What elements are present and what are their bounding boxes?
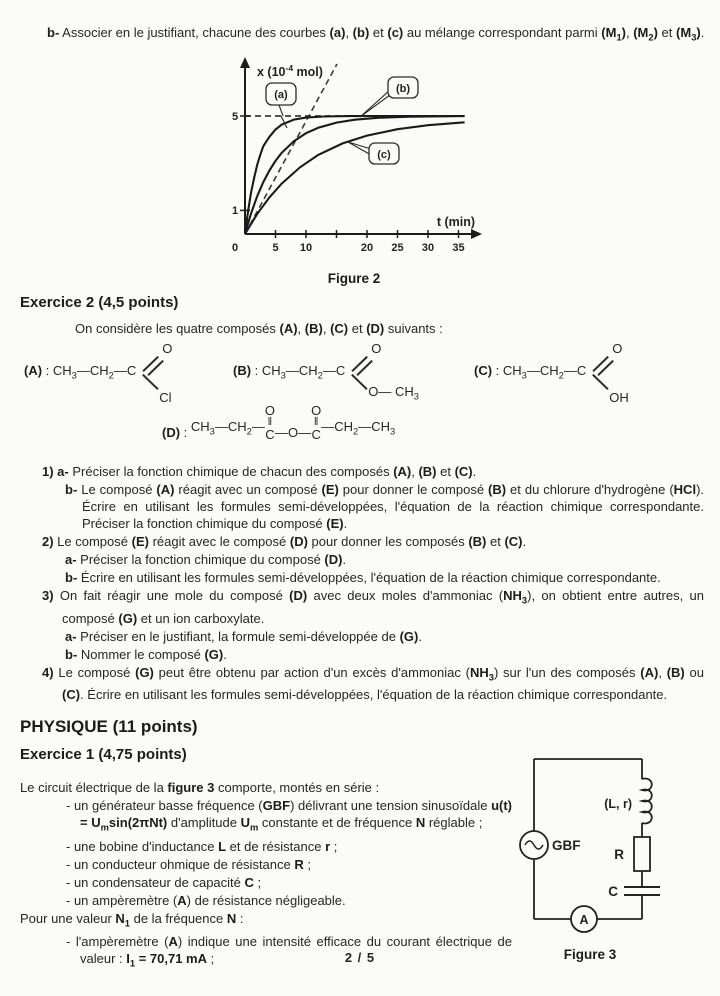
compound-d [162, 404, 395, 441]
coil-label: (L, r) [604, 797, 632, 811]
x-tick-label: 25 [391, 242, 404, 254]
y-tick-label: 1 [231, 205, 239, 217]
compound-a-formula: (A) : $CH_3—CH_2—C$ [24, 362, 137, 381]
curve-a [245, 116, 465, 234]
compound-c [474, 342, 642, 404]
compound-a [24, 342, 192, 404]
compound-d-carbonyl-2 [311, 404, 321, 441]
figure2-graph [225, 56, 483, 264]
compound-d-oxygen-1: O [264, 403, 275, 418]
x-tick-label: 5 [272, 242, 279, 254]
compound-b [233, 342, 437, 404]
compound-d-label: (D) : [162, 425, 191, 440]
double-bond-icon [352, 356, 368, 372]
compound-b-methoxy: O— $CH_3$ [368, 384, 419, 402]
question-2: 2) Le composé (E) réagit avec le composé (D) pour donner les composés (B) et (C). [42, 534, 527, 549]
resistor-icon [634, 837, 650, 871]
exercice1-title: Exercice 1 (4,75 points) [20, 746, 187, 763]
compound-c-acyl-group [586, 342, 642, 404]
capacitor-label: C [608, 884, 618, 899]
figure2-container [225, 56, 483, 287]
x-tick-label: 35 [452, 242, 465, 254]
compound-c-formula: (C) : $CH_3—CH_2—C$ [474, 362, 587, 381]
question-4: 4) Le composé (G) peut être obtenu par action d'un excès d'ammoniac $(NH_3)$ sur l'un des composés (A), (B) ou (C). Écrire en utilisant les formules semi-développées, l'équation de la réaction chimique correspondante. [42, 664, 704, 703]
compound-d-segment: —O— [274, 425, 312, 440]
generator-label: GBF [552, 838, 581, 853]
resistor-label: R [614, 847, 624, 862]
compound-d-carbon-1: C [265, 427, 275, 442]
callout-b-leader [360, 90, 390, 117]
question-1a: 1) a- Préciser la fonction chimique de chacun des composés (A), (B) et (C). [42, 464, 477, 479]
x-tick-label: 0 [231, 242, 239, 254]
curve-c-label: (c) [377, 149, 391, 161]
physique-text [20, 779, 512, 974]
callout-a-leader [279, 105, 283, 116]
single-bond-icon [352, 374, 368, 390]
question-3b: b- Nommer le composé (G). [65, 646, 227, 662]
circuit-item-resistor: - un conducteur ohmique de résistance R ; [66, 856, 311, 872]
figure3-circuit [512, 750, 712, 942]
compound-a-oxygen: O [162, 341, 173, 356]
circuit-intro: Le circuit électrique de la figure 3 comporte, montés en série : [20, 780, 380, 795]
callout-b-leader [360, 95, 390, 117]
circuit-item-ammeter: - un ampèremètre (A) de résistance négligeable. [66, 892, 346, 908]
frequency-statement: Pour une valeur $N_1$ de la fréquence N : [20, 910, 244, 929]
inductor-icon [642, 779, 652, 824]
physique-title: PHYSIQUE (11 points) [20, 717, 198, 736]
circuit-item-gbf: - un générateur basse fréquence (GBF) délivrant une tension sinusoïdale $u(t) = U_m\sin(2\pi Nt)$ d'amplitude $U_m$ constante et de fréquence N réglable ; [66, 798, 512, 833]
compound-c-hydroxyl: OH [609, 390, 629, 405]
compound-b-oxygen: O [371, 341, 382, 356]
double-bond-icon [593, 356, 609, 372]
capacitor-icon [624, 887, 660, 895]
x-tick-label: 10 [299, 242, 313, 254]
figure3-container [512, 750, 712, 963]
curve-c [245, 122, 465, 234]
compound-c-oxygen: O [612, 341, 623, 356]
compound-d-segment: $CH_3—CH_2—$ [190, 419, 265, 437]
x-tick-label: 30 [421, 242, 435, 254]
y-tick-label: 5 [231, 111, 239, 123]
question-2a: a- Préciser la fonction chimique du composé (D). [65, 552, 347, 567]
compound-d-carbon-2: C [311, 427, 321, 442]
x-axis-arrow [471, 229, 482, 239]
x-axis-label: t (min) [436, 215, 475, 229]
x-tick-label: 20 [360, 242, 374, 254]
current-statement: - l'ampèremètre (A) indique une intensité efficace du courant électrique de valeur : $I_1 = 70,71$ mA ; [66, 934, 512, 969]
exercice2-intro: On considère les quatre composés (A), (B), (C) et (D) suivants : [75, 321, 443, 336]
exercice2-questions [20, 463, 704, 704]
question-2b: b- Écrire en utilisant les formules semi-développées, l'équation de la réaction chimique correspondante. [65, 570, 661, 585]
y-axis-label: x ($10^{-4}$ mol) [257, 63, 323, 79]
double-bond-icon: ‖ [267, 416, 273, 428]
compound-d-oxygen-2: O [311, 403, 322, 418]
compound-b-acyl-group [345, 342, 437, 404]
compound-d-segment: $—CH_2—CH_3$ [321, 419, 396, 437]
compound-a-chlorine: Cl [159, 390, 172, 405]
single-bond-icon [143, 374, 159, 390]
exercice2-title: Exercice 2 (4,5 points) [20, 294, 179, 311]
compound-d-carbonyl-1 [265, 404, 275, 441]
double-bond-icon: ‖ [313, 416, 319, 428]
double-bond-icon [143, 356, 159, 372]
single-bond-icon [593, 374, 609, 390]
circuit-item-coil: - une bobine d'inductance L et de résistance r ; [66, 838, 338, 854]
curve-a-label: (a) [274, 89, 288, 101]
ammeter-label: A [579, 913, 589, 927]
curve-b [245, 116, 465, 234]
compound-a-acyl-group [136, 342, 192, 404]
question-1b: b- Le composé (A) réagit avec un composé (E) pour donner le composé (B) et du chlorure d'hydrogène (HCl). Écrire en utilisant les formules semi-développées, l'équation de la réaction chimique correspondante. Préciser la fonction chimique du composé (E). [65, 482, 705, 531]
question-b-text: b- Associer en le justifiant, chacune des courbes (a), (b) et (c) au mélange correspondant parmi $(M_1)$, $(M_2)$ et $(M_3)$. [47, 25, 705, 43]
question-3a: a- Préciser en le justifiant, la formule semi-développée de (G). [65, 628, 422, 644]
figure2-caption: Figure 2 [327, 271, 381, 286]
figure3-caption: Figure 3 [563, 947, 617, 962]
compound-b-formula: (B) : $CH_3—CH_2—C$ [233, 362, 346, 381]
question-3: 3) On fait réagir une mole du composé (D) avec deux moles d'ammoniac $(NH_3)$, on obtient entre autres, un composé (G) et un ion carboxylate. [42, 588, 705, 626]
page-number: 2 / 5 [344, 950, 376, 965]
curve-b-label: (b) [395, 83, 411, 95]
circuit-item-capacitor: - un condensateur de capacité C ; [66, 874, 262, 890]
y-axis-arrow [240, 57, 250, 68]
